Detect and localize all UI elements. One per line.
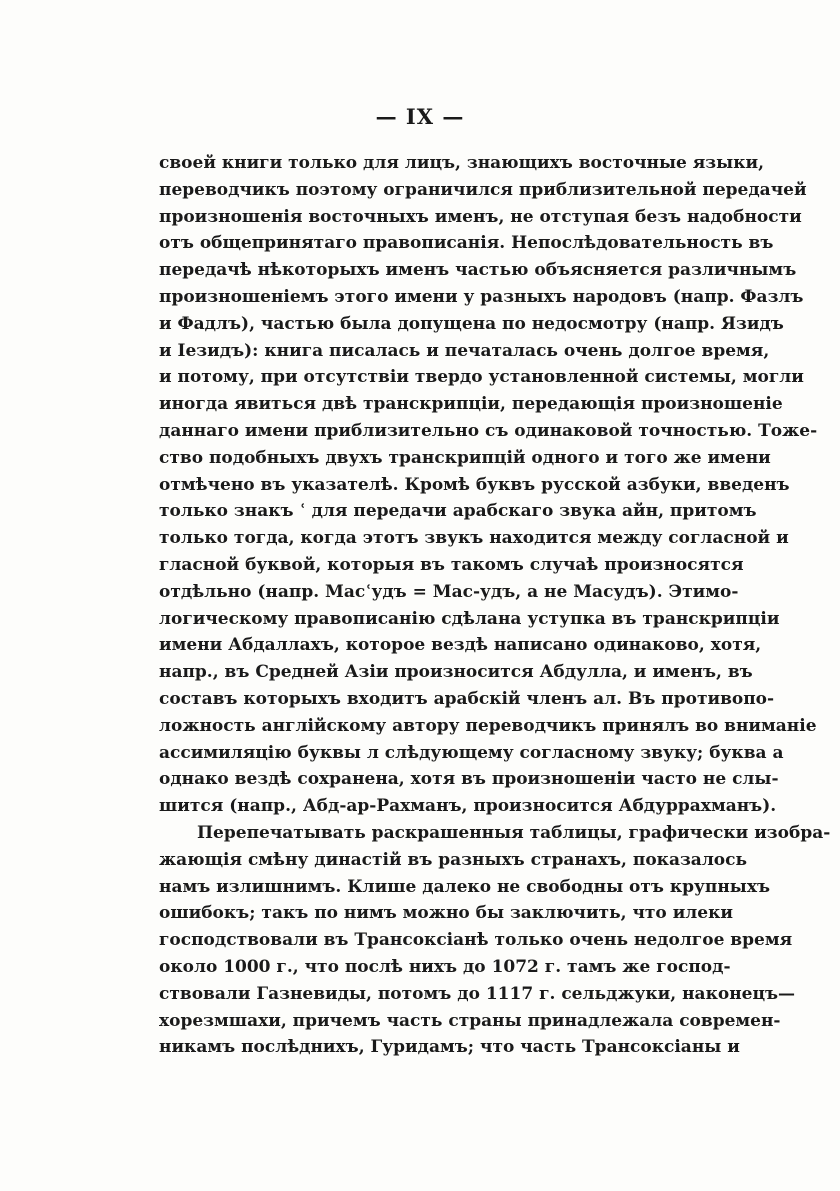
text-line: ошибокъ; такъ по нимъ можно бы заключить, что илеки [159,903,733,924]
text-line: около 1000 г., что послѣ нихъ до 1072 г. тамъ же господ- [159,956,731,977]
paragraph-2 [159,820,831,1061]
text-line: шится (напр., Абд-ар-Рахманъ, произносится Абдуррахманъ). [159,796,777,817]
text-line: гласной буквой, которыя въ такомъ случаѣ произносятся [159,554,744,575]
body-text [159,150,831,1061]
text-line: только знакъ ʿ для передачи арабскаго звука айн, притомъ [159,501,757,522]
text-line: имени Абдаллахъ, которое вездѣ написано одинаково, хотя, [159,635,762,656]
text-line: составъ которыхъ входитъ арабскій членъ ал. Въ противопо- [159,688,775,709]
text-line: своей книги только для лицъ, знающихъ восточные языки, [159,153,765,173]
text-line: ство подобныхъ двухъ транскрипцій одного и того же имени [159,447,771,468]
text-line: иногда явиться двѣ транскрипціи, передающія произношеніе [159,394,783,415]
text-line: отдѣльно (напр. Масʿудъ = Мас-удъ, а не Масудъ). Этимо- [159,581,739,602]
text-line: ствовали Газневиды, потомъ до 1117 г. сельджуки, наконецъ— [159,983,796,1004]
text-line: произношенія восточныхъ именъ, не отступая безъ надобности [159,206,802,227]
text-line: и Фадлъ), частью была допущена по недосмотру (напр. Язидъ [159,313,784,334]
text-line: жающія смѣну династій въ разныхъ странахъ, показалось [159,849,748,870]
text-line: хорезмшахи, причемъ часть страны принадлежала современ- [159,1010,781,1031]
text-line: намъ излишнимъ. Клише далеко не свободны отъ крупныхъ [159,876,771,897]
paragraph-1 [159,150,818,820]
text-line: ассимиляцію буквы л слѣдующему согласному звуку; буква а [159,742,784,763]
text-line: и Іезидъ): книга писалась и печаталась очень долгое время, [159,340,770,361]
text-line: передачѣ нѣкоторыхъ именъ частью объясняется различнымъ [159,260,797,281]
text-line: переводчикъ поэтому ограничился приблизительной передачей [159,179,807,200]
text-line: отмѣчено въ указателѣ. Кромѣ буквъ русской азбуки, введенъ [159,474,790,495]
text-line: однако вездѣ сохранена, хотя въ произношеніи часто не слы- [159,769,779,790]
text-line: произношеніемъ этого имени у разныхъ народовъ (напр. Фазлъ [159,286,804,307]
text-line: никамъ послѣднихъ, Гуридамъ; что часть Трансоксіаны и [159,1037,740,1058]
text-line: Перепечатывать раскрашенныя таблицы, графически изобра- [197,822,831,843]
page-number: — IX — [375,104,465,129]
text-line: ложность англійскому автору переводчикъ принялъ во вниманіе [159,715,817,736]
text-line: логическому правописанію сдѣлана уступка въ транскрипціи [159,608,780,629]
text-line: только тогда, когда этотъ звукъ находится между согласной и [159,528,789,549]
text-line: напр., въ Средней Азіи произносится Абдулла, и именъ, въ [159,662,753,683]
text-line: даннаго имени приблизительно съ одинаковой точностью. Тоже- [159,420,818,441]
text-line: господствовали въ Трансоксіанѣ только очень недолгое время [159,930,793,951]
text-line: отъ общепринятаго правописанія. Непослѣдовательность въ [159,233,774,254]
text-line: и потому, при отсутствіи твердо установленной системы, могли [159,367,804,388]
